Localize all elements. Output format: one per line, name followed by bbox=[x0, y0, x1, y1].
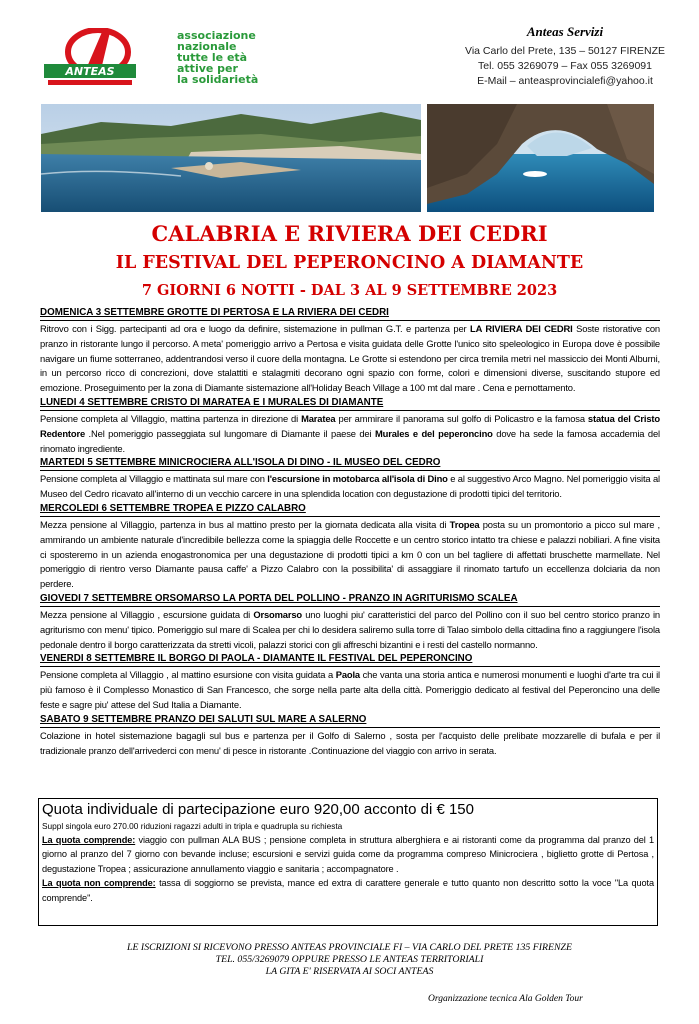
day-description bbox=[40, 608, 660, 652]
day-section bbox=[40, 306, 660, 396]
body-text: posta su un promontorio a picco sul mare , ammirando un ambiente naturale d'incredibile bellezza come la spiaggia delle Roccette e un centro storico intatto tra chiese e palazzi nobiliari. A fine visita ci sposteremo in un azienda enogastronomica per una degustazione di prodotti tipici a km 0 con un bel tagliere di affettati bruschette marmellate. Nel pomeriggio di rientro verso Diamante pausa caffe' a Pizzo Calabro con la possibilita' di assaggiare il rinomato tartufo un eccellenza dolciaria da non perdere. bbox=[40, 518, 660, 590]
footer-line: LA GITA E' RISERVATA AI SOCI ANTEAS bbox=[265, 966, 434, 977]
day-description bbox=[40, 322, 660, 396]
footer-line: TEL. 055/3269079 OPPURE PRESSO LE ANTEAS TERRITORIALI bbox=[215, 954, 484, 965]
includes-section bbox=[42, 833, 654, 876]
footer-line: LE ISCRIZIONI SI RICEVONO PRESSO ANTEAS PROVINCIALE FI – VIA CARLO DEL PRETE 135 FIRENZE bbox=[127, 942, 572, 953]
address-line: Via Carlo del Prete, 135 – 50127 FIRENZE bbox=[465, 45, 665, 57]
highlight-text: Murales e del peperoncino bbox=[374, 427, 493, 439]
highlight-text: statua del Cristo Redentore bbox=[40, 412, 660, 439]
page-subtitle: IL FESTIVAL DEL PEPERONCINO A DIAMANTE bbox=[115, 253, 584, 273]
highlight-text: Orsomarso bbox=[253, 608, 303, 620]
phone-line: Tel. 055 3269079 – Fax 055 3269091 bbox=[478, 60, 652, 72]
day-heading: SABATO 9 SETTEMBRE PRANZO DEI SALUTI SUL MARE A SALERNO bbox=[40, 713, 660, 728]
body-text: e al suggestivo Arco Magno. Nel pomeriggio visita al Museo del Cedro ricavato all'interno di un vecchio carcere in una splendida location con degustazione di prodotti tipici del territorio. bbox=[40, 473, 660, 500]
page-title: CALABRIA E RIVIERA DEI CEDRI bbox=[151, 221, 548, 246]
day-heading: MERCOLEDI 6 SETTEMBRE TROPEA E PIZZO CALABRO bbox=[40, 502, 660, 517]
association-line: nazionale bbox=[177, 40, 237, 53]
day-section bbox=[40, 713, 660, 759]
day-heading: LUNEDI 4 SETTEMBRE CRISTO DI MARATEA E I MURALES DI DIAMANTE bbox=[40, 396, 660, 411]
association-line: tutte le età bbox=[177, 51, 248, 64]
association-line: la solidarietà bbox=[177, 73, 259, 86]
day-heading: VENERDI 8 SETTEMBRE IL BORGO DI PAOLA - DIAMANTE IL FESTIVAL DEL PEPERONCINO bbox=[40, 652, 660, 667]
day-description bbox=[40, 729, 660, 759]
organizer-credit: Organizzazione tecnica Ala Golden Tour bbox=[428, 994, 583, 1004]
day-description bbox=[40, 472, 660, 502]
itinerary bbox=[40, 306, 660, 758]
body-text: Pensione completa al Villaggio , al mattino esursione con visita guidata a bbox=[40, 669, 336, 681]
servizi-title: Anteas Servizi bbox=[526, 24, 604, 39]
day-section bbox=[40, 396, 660, 456]
body-text: dove ha sede la famosa accademia del rinomato ingrediente. bbox=[40, 427, 660, 454]
day-section bbox=[40, 456, 660, 502]
price-quota: Quota individuale di partecipazione euro 920,00 acconto di € 150 bbox=[42, 801, 474, 818]
excludes-text: tassa di soggiorno se prevista, mance ed extra di carattere generale e tutto quanto non descritto sotto la voce "La quota comprende". bbox=[42, 878, 654, 903]
price-supplement: Suppl singola euro 270.00 riduzioni ragazzi adulti in tripla e quadrupla su richiesta bbox=[42, 821, 343, 831]
association-line: attive per bbox=[177, 62, 238, 75]
body-text: Mezza pensione al Villaggio , escursione guidata di bbox=[40, 608, 254, 620]
excludes-section bbox=[42, 876, 654, 905]
day-section bbox=[40, 502, 660, 592]
highlight-text: Paola bbox=[335, 669, 360, 681]
highlight-text: LA RIVIERA DEI CEDRI bbox=[470, 323, 573, 334]
email-link[interactable]: E-Mail – anteasprovincialefi@yahoo.it bbox=[477, 75, 653, 87]
contact-block bbox=[440, 24, 690, 89]
body-text: che vanta una storia antica e numerosi monumenti e luoghi d'arte tra cui il più famoso è il Complesso Monastico di San Francesco, che sorge nella parte alta della città. Pomeriggio dedicato al festival del Peperoncino una delle feste e sagre piu' attese del Sud Italia a Diamante. bbox=[40, 669, 660, 710]
trip-dates: 7 GIORNI 6 NOTTI - DAL 3 AL 9 SETTEMBRE 2023 bbox=[141, 282, 558, 299]
day-description bbox=[40, 668, 660, 712]
pricing-box bbox=[38, 798, 658, 926]
body-text: Pensione completa al Villaggio e mattinata sul mare con bbox=[40, 473, 268, 485]
sea-arch-photo bbox=[427, 104, 654, 212]
body-text: per ammirare il panorama sul golfo di Policastro e la famosa bbox=[335, 412, 588, 424]
body-text: Colazione in hotel sistemazione bagagli sul bus e partenza per il Golfo di Salerno , sosta per l'acquisto delle prelibate mozzarelle di bufala e per il tradizionale pranzo dell'arrivederci con menu' di pesce in ristorante .Continuazione del viaggio con arrivo in serata. bbox=[40, 729, 660, 756]
body-text: Pensione completa al Villaggio, mattina partenza in direzione di bbox=[40, 412, 302, 424]
includes-text: viaggio con pullman ALA BUS ; pensione completa in struttura alberghiera e ai ristoranti come da programma dal pranzo del 1 giorno al pranzo del 7 giorno con bevande incluse; escursioni e servizi guida come da programma compreso Minicrociera , biglietto grotte di Pertosa , degustazione Tropea ; assicurazione annullamento viaggio e sanitaria ; accompagnatore . bbox=[42, 835, 654, 874]
highlight-text: l'escursione in motobarca all'isola di Dino bbox=[267, 473, 448, 485]
body-text: .Nel pomeriggio passeggiata sul lungomare di Diamante il paese dei bbox=[85, 427, 375, 439]
registration-footer bbox=[0, 942, 699, 978]
body-text: Ritrovo con i Sigg. partecipanti ad ora e luogo da definire, sistemazione in pullman G.T. e partenza per bbox=[40, 323, 470, 334]
body-text: Soste ristorative con pranzo in ristorante lungo il percorso. A meta' pomeriggio arrivo a Pertosa e visita guidata delle Grotte l'unico sito speleologico in Europa dove è possibile navigare un fiume sotterraneo, addentrandosi verso il cuore della montagna. Le Grotte si estendono per circa tremila metri nel massiccio dei Monti Alburni, in un percorso ricco di concrezioni, dove stalattiti e stalagmiti decorano ogni spazio con forme, colori e dimensioni diverse, suscitando stupore ed emozione. Proseguimento per la zona di Diamante sistemazione all'Holiday Beach Village a 100 mt dal mare . Cena e pernottamento. bbox=[40, 323, 660, 394]
excludes-label: La quota non comprende: bbox=[42, 878, 156, 889]
day-heading: MARTEDI 5 SETTEMBRE MINICROCIERA ALL'ISOLA DI DINO - IL MUSEO DEL CEDRO bbox=[40, 456, 660, 471]
anteas-logo bbox=[44, 28, 136, 90]
highlight-text: Maratea bbox=[301, 412, 336, 424]
logo-text: ANTEAS bbox=[65, 65, 115, 78]
highlight-text: Tropea bbox=[449, 518, 480, 530]
day-description bbox=[40, 412, 660, 456]
body-text: uno luoghi piu' caratteristici del parco del Pollino con il suo bel centro storico pranzo in agriturismo con menu' tipico. Pomeriggio sul mare di Scalea per chi lo desidera saliremo sulla torre di Talao simbolo della cittadina fino a raggiungere l'isola pedonale dentro il borgo caratterizzata da stretti vicoli, palazzi storici con gli affreschi bizantini e i resti del castello normanno. bbox=[40, 608, 660, 650]
association-name bbox=[177, 30, 307, 85]
day-heading: GIOVEDI 7 SETTEMBRE ORSOMARSO LA PORTA DEL POLLINO - PRANZO IN AGRITURISMO SCALEA bbox=[40, 592, 660, 607]
day-section bbox=[40, 592, 660, 652]
includes-label: La quota comprende: bbox=[42, 835, 136, 845]
coastline-photo bbox=[41, 104, 421, 212]
association-line: associazione bbox=[177, 29, 256, 42]
day-section bbox=[40, 652, 660, 712]
day-description bbox=[40, 518, 660, 592]
body-text: Mezza pensione al Villaggio, partenza in bus al mattino presto per la giornata dedicata alla visita di bbox=[40, 518, 450, 530]
day-heading: DOMENICA 3 SETTEMBRE GROTTE DI PERTOSA E LA RIVIERA DEI CEDRI bbox=[40, 306, 660, 321]
